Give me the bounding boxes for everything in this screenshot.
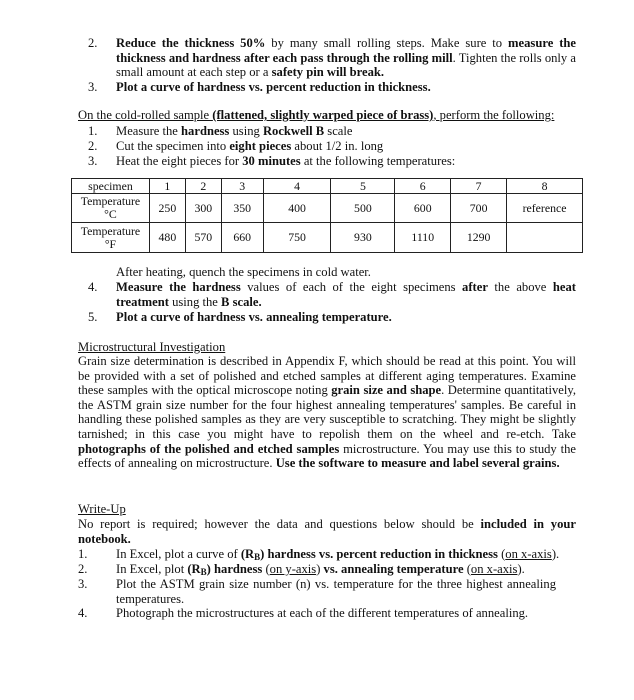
text-segment: after — [462, 280, 488, 294]
table-cell: 250 — [149, 194, 185, 223]
table-cell: 660 — [221, 223, 263, 253]
table-cell: 3 — [221, 179, 263, 194]
list-number: 1. — [78, 547, 88, 561]
row-header: specimen — [72, 179, 150, 194]
after-heating-text: After heating, quench the specimens in cold water. — [116, 265, 371, 279]
text-segment: on y-axis — [269, 562, 317, 576]
text-segment: (R — [187, 562, 201, 576]
list-number: 3. — [78, 577, 88, 591]
step-text — [116, 124, 352, 139]
text-segment: B scale. — [221, 294, 262, 309]
text-segment: In Excel, plot — [116, 562, 188, 576]
temperature-table — [71, 178, 583, 253]
text-segment: ( — [262, 562, 270, 576]
micro-heading: Microstructural Investigation — [78, 340, 226, 354]
text-segment: Measure the hardness — [116, 280, 241, 294]
row-header: Temperature °C — [72, 194, 150, 223]
text-segment: Reduce the thickness 50% — [116, 36, 266, 50]
table-cell: 350 — [221, 194, 263, 223]
table-cell: 570 — [185, 223, 221, 253]
text-segment: using — [229, 124, 263, 138]
text-segment: the above — [487, 280, 553, 294]
text-segment: Measure the — [116, 124, 182, 138]
table-cell: 7 — [451, 179, 507, 194]
table-cell: 1290 — [451, 223, 507, 253]
step-text — [116, 280, 576, 309]
text-segment: values of each of the eight specimens — [240, 280, 463, 294]
list-item — [116, 577, 556, 606]
text-segment: included in your notebook. — [78, 517, 576, 546]
text-segment: photographs of the polished and etched samples — [78, 441, 340, 456]
text-segment: ( — [497, 547, 506, 561]
text-segment: vs. annealing temperature — [323, 562, 464, 576]
text-segment: Grain size determination is described in Appendix F, which should be read at this point. You will be provided with a set of polished and etched samples at different aging temperatures. Examine these samples with the optical microscope noting — [78, 354, 576, 398]
text-segment: eight pieces — [229, 139, 292, 153]
table-cell: 1 — [149, 179, 185, 194]
table-cell: reference — [507, 194, 583, 223]
table-cell: 480 — [149, 223, 185, 253]
text-segment: heat treatment — [116, 280, 576, 309]
text-segment: safety pin will break. — [271, 65, 385, 80]
text-segment: measure the thickness and hardness after each pass through the rolling mill — [116, 36, 577, 65]
text-segment: Heat the eight pieces for — [116, 154, 243, 168]
writeup-intro — [78, 517, 576, 546]
table-row — [72, 179, 583, 194]
text-segment: using the — [168, 294, 222, 309]
step-number: 3. — [88, 80, 98, 94]
step-text — [116, 310, 392, 325]
list-number: 4. — [78, 606, 88, 620]
text-segment: B — [254, 552, 261, 562]
table-cell: 300 — [185, 194, 221, 223]
table-cell: 4 — [263, 179, 331, 194]
table-cell: 500 — [331, 194, 395, 223]
text-segment: Photograph the microstructures at each of the different temperatures of annealing. — [116, 606, 529, 620]
text-segment: In Excel, plot a curve of — [116, 547, 241, 561]
table-cell: 930 — [331, 223, 395, 253]
text-segment: by many small rolling steps. Make sure to — [265, 36, 509, 50]
text-segment: hardness — [181, 124, 230, 138]
step-number: 1. — [88, 124, 98, 138]
text-segment: No report is required; however the data and questions below should be — [78, 517, 481, 531]
step-number: 2. — [88, 36, 98, 50]
text-segment: ) hardness — [206, 562, 263, 576]
text-segment: . Determine quantitatively, the ASTM grain size number for the four highest annealing temperatures' samples. Be careful in handling these polished samples as they are very susceptible to scratching. They might be slightly tarnished; in this case you might have to repolish them on the wheel and re-etch. Take — [78, 383, 577, 441]
text-segment: Cut the specimen into — [116, 139, 230, 153]
step-text — [116, 139, 383, 154]
text-segment: about 1/2 in. long — [291, 139, 384, 153]
writeup-heading: Write-Up — [78, 502, 126, 516]
step-number: 5. — [88, 310, 98, 324]
text-segment: ) hardness vs. percent reduction in thickness — [260, 547, 498, 561]
row-header: Temperature °F — [72, 223, 150, 253]
text-segment: scale — [324, 124, 353, 138]
step-text — [116, 80, 431, 95]
text-segment: grain size and shape — [331, 383, 442, 398]
table-cell: 6 — [395, 179, 451, 194]
text-segment: 30 minutes — [242, 154, 301, 168]
text-segment: ). — [517, 562, 525, 576]
table-row — [72, 223, 583, 253]
table-cell: 8 — [507, 179, 583, 194]
text-segment: Plot a curve of hardness vs. annealing temperature. — [116, 310, 392, 324]
table-cell — [507, 223, 583, 253]
list-item — [116, 606, 528, 621]
text-segment: B — [200, 567, 207, 577]
step-number: 4. — [88, 280, 98, 294]
step-number: 2. — [88, 139, 98, 153]
table-cell: 600 — [395, 194, 451, 223]
text-segment: on x-axis — [505, 547, 552, 561]
table-cell: 2 — [185, 179, 221, 194]
micro-paragraph — [78, 354, 576, 471]
text-segment: at the following temperatures: — [300, 154, 456, 168]
text-segment: ( — [463, 562, 471, 576]
text-segment: Plot the ASTM grain size number (n) vs. temperature for the three highest annealing temperatures. — [116, 577, 556, 606]
step-number: 3. — [88, 154, 98, 168]
step-text — [116, 154, 455, 169]
table-cell: 700 — [451, 194, 507, 223]
table-cell: 750 — [263, 223, 331, 253]
text-segment: . Tighten the rolls only a small amount at each step or a — [116, 50, 576, 80]
table-cell: 1110 — [395, 223, 451, 253]
table-cell: 400 — [263, 194, 331, 223]
text-segment: ). — [551, 547, 560, 561]
list-number: 2. — [78, 562, 88, 576]
table-row — [72, 194, 583, 223]
text-segment: Use the software to measure and label several grains. — [275, 456, 560, 471]
text-segment: Rockwell B — [262, 124, 325, 138]
text-segment: ) — [316, 562, 324, 576]
text-segment: on x-axis — [470, 562, 518, 576]
table-cell: 5 — [331, 179, 395, 194]
text-segment: (R — [240, 547, 255, 561]
text-segment: microstructure. You may use this to study the effects of annealing on microstructure. — [78, 441, 576, 471]
text-segment: Plot a curve of hardness vs. percent reduction in thickness. — [116, 80, 431, 94]
cold-rolled-intro: On the cold-rolled sample (flattened, slightly warped piece of brass), perform the following: — [78, 108, 555, 122]
step-text — [116, 36, 576, 80]
